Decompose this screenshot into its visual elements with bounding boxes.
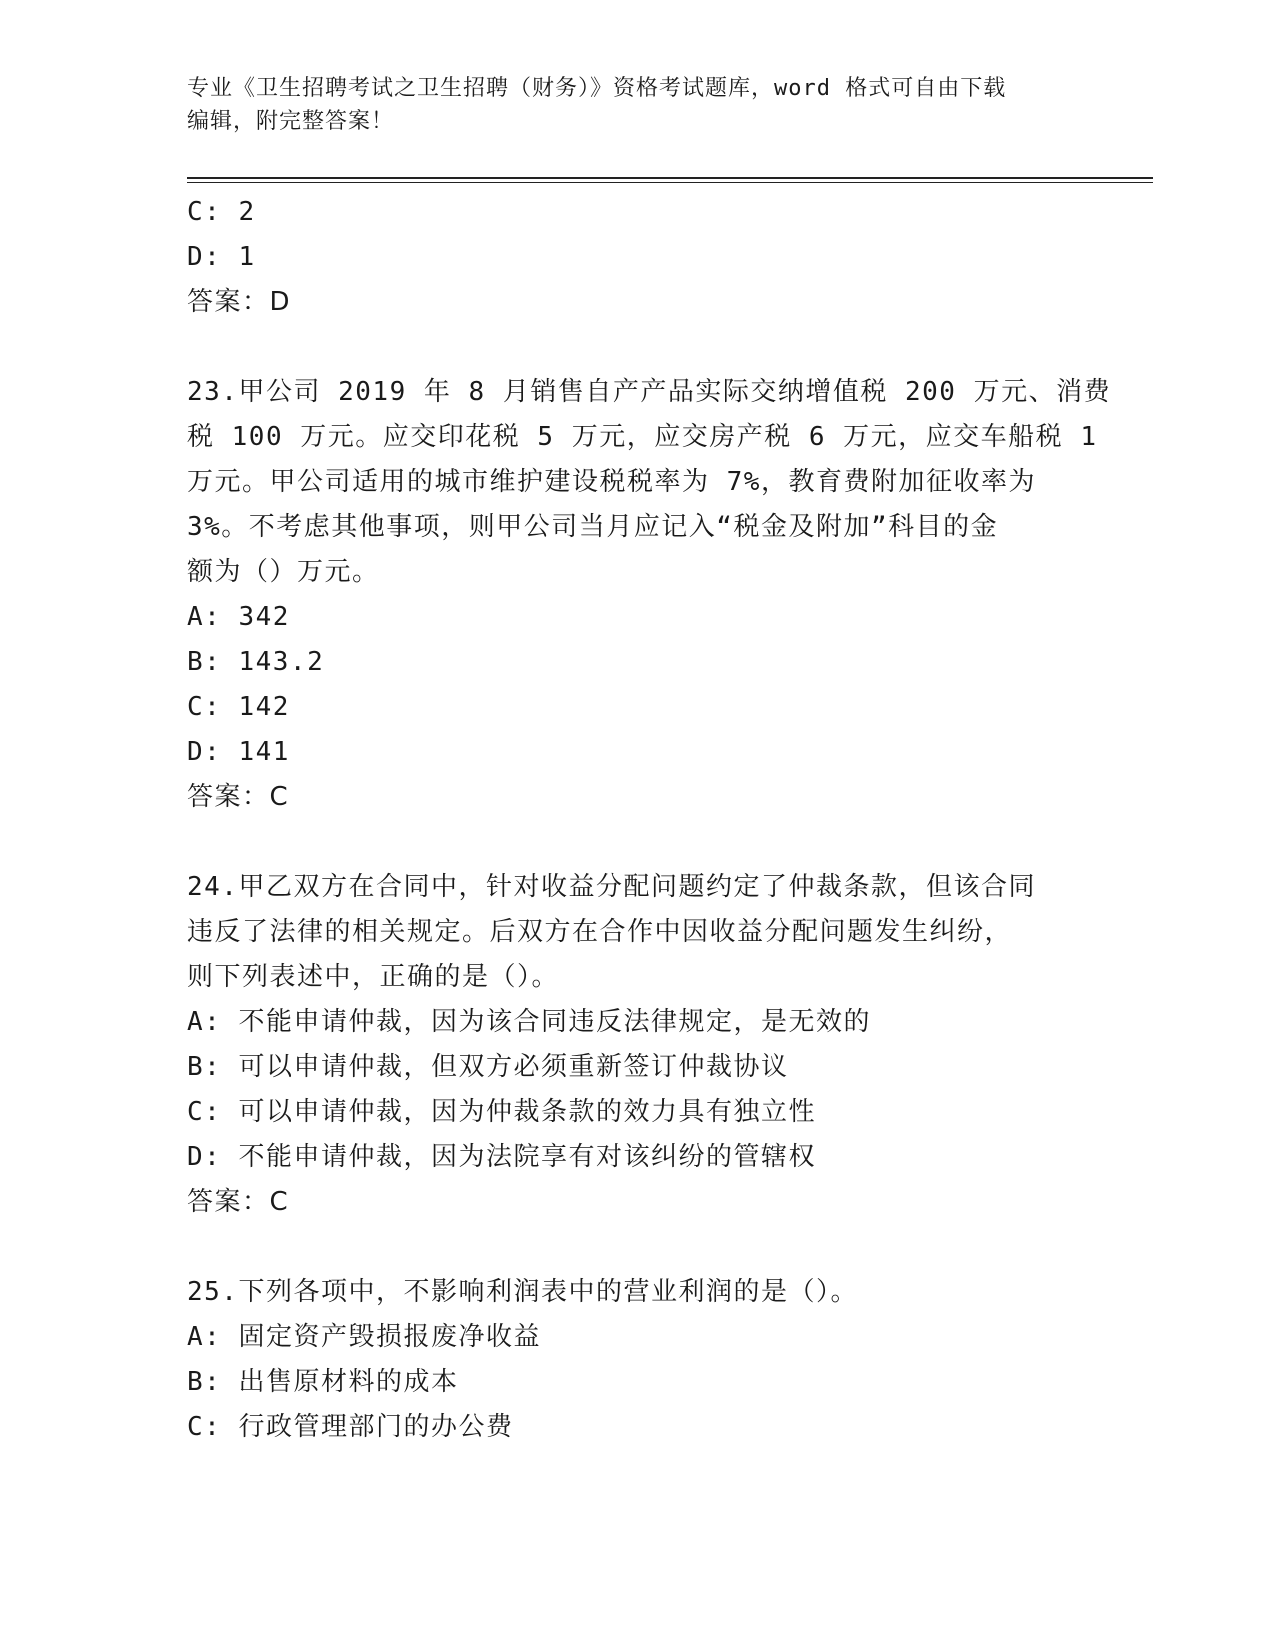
previous-question-tail bbox=[187, 190, 1087, 325]
option-b: B: 143.2 bbox=[187, 647, 325, 677]
question-text-line: 违反了法律的相关规定。后双方在合作中因收益分配问题发生纠纷， bbox=[187, 917, 1013, 947]
option-c: C: 可以申请仲裁，因为仲裁条款的效力具有独立性 bbox=[187, 1097, 816, 1127]
answer-line: 答案：C bbox=[187, 782, 290, 812]
answer-line: 答案：C bbox=[187, 1187, 290, 1217]
question-spacer bbox=[187, 820, 1087, 865]
option-a: A: 342 bbox=[187, 602, 290, 632]
option-a: A: 不能申请仲裁，因为该合同违反法律规定，是无效的 bbox=[187, 1007, 871, 1037]
header-rule-thick bbox=[187, 177, 1153, 179]
question-text-line: 税 100 万元。应交印花税 5 万元，应交房产税 6 万元，应交车船税 1 bbox=[187, 422, 1098, 452]
page-header bbox=[187, 72, 1087, 138]
question-text-line: 24.甲乙双方在合同中，针对收益分配问题约定了仲裁条款，但该合同 bbox=[187, 872, 1036, 902]
question-text-line: 则下列表述中，正确的是（）。 bbox=[187, 962, 560, 992]
question-text-line: 额为（）万元。 bbox=[187, 557, 380, 587]
option-d: D: 1 bbox=[187, 242, 256, 272]
question-spacer bbox=[187, 1225, 1087, 1270]
answer-line: 答案：D bbox=[187, 287, 292, 317]
option-c: C: 2 bbox=[187, 197, 256, 227]
option-a: A: 固定资产毁损报废净收益 bbox=[187, 1322, 541, 1352]
option-c: C: 行政管理部门的办公费 bbox=[187, 1412, 514, 1442]
option-c: C: 142 bbox=[187, 692, 290, 722]
question-text-line: 3%。不考虑其他事项，则甲公司当月应记入“税金及附加”科目的金 bbox=[187, 512, 999, 542]
question-spacer bbox=[187, 325, 1087, 370]
header-line-1: 专业《卫生招聘考试之卫生招聘（财务）》资格考试题库，word 格式可自由下载 bbox=[187, 76, 1007, 101]
option-d: D: 不能申请仲裁，因为法院享有对该纠纷的管辖权 bbox=[187, 1142, 816, 1172]
option-b: B: 出售原材料的成本 bbox=[187, 1367, 459, 1397]
question-text-line: 23.甲公司 2019 年 8 月销售自产产品实际交纳增值税 200 万元、消费 bbox=[187, 377, 1112, 407]
option-d: D: 141 bbox=[187, 737, 290, 767]
header-rule-thin bbox=[187, 182, 1153, 183]
question-list bbox=[187, 190, 1112, 1450]
question-24 bbox=[187, 865, 1087, 1225]
question-23 bbox=[187, 370, 1112, 820]
option-b: B: 可以申请仲裁，但双方必须重新签订仲裁协议 bbox=[187, 1052, 789, 1082]
question-text-line: 25.下列各项中，不影响利润表中的营业利润的是（）。 bbox=[187, 1277, 858, 1307]
question-25 bbox=[187, 1270, 1087, 1450]
question-text-line: 万元。甲公司适用的城市维护建设税税率为 7%，教育费附加征收率为 bbox=[187, 467, 1036, 497]
header-line-2: 编辑，附完整答案！ bbox=[187, 109, 395, 134]
